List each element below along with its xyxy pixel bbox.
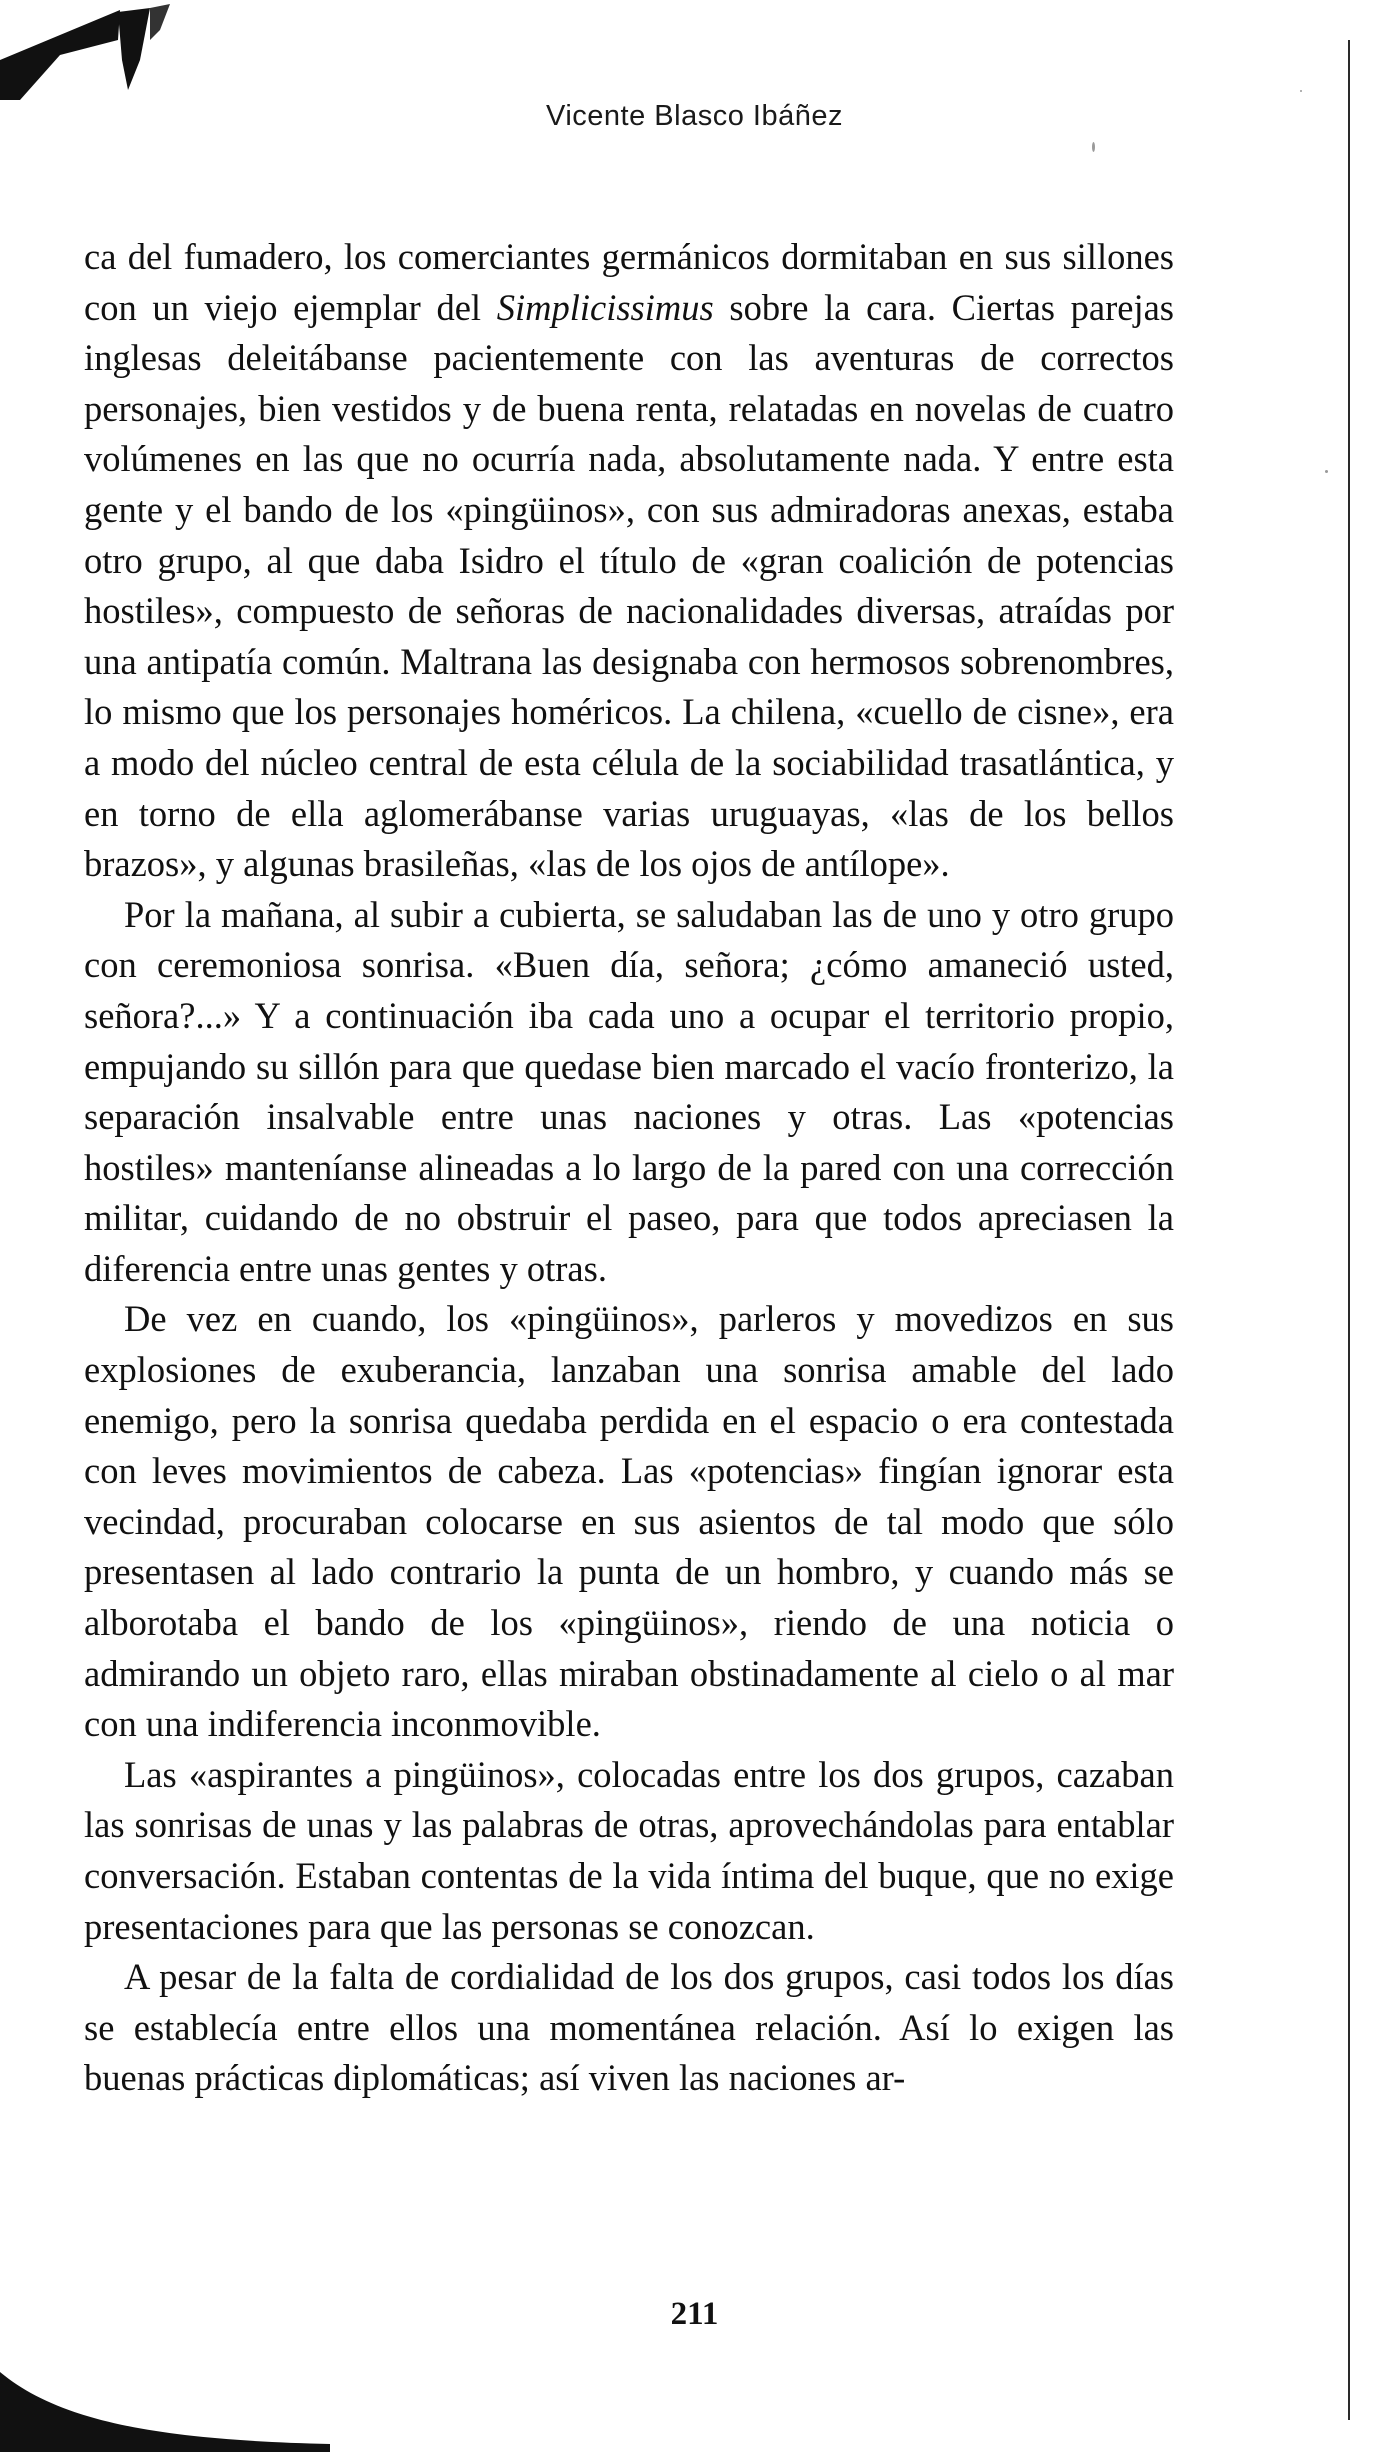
scan-speck xyxy=(1092,142,1095,152)
scan-page-edge xyxy=(1348,40,1350,2420)
paragraph xyxy=(84,1294,1174,1749)
paragraph xyxy=(84,1952,1174,2104)
text-run: Por la mañana, al subir a cubierta, se saludaban las de uno y otro grupo con ceremoniosa sonrisa. «Buen día, señora; ¿cómo amaneció usted, señora?...» Y a continuación iba cada uno a ocupar el territorio propio, empujando su sillón para que quedase bien marcado el vacío fronterizo, la separación insalvable entre unas naciones y otras. Las «potencias hostiles» manteníanse alineadas a lo largo de la pared con una corrección militar, cuidando de no obstruir el paseo, para que todos apreciasen la diferencia entre unas gentes y otras. xyxy=(84,893,1174,1289)
scan-corner-artifact xyxy=(0,0,190,110)
page-number: 211 xyxy=(670,2296,719,2332)
paragraph xyxy=(84,232,1174,890)
paragraph xyxy=(84,1750,1174,1952)
scan-speck xyxy=(1300,90,1302,92)
paragraph xyxy=(84,890,1174,1295)
text-run: sobre la cara. Ciertas parejas inglesas deleitábanse pacientemente con las aventuras de correctos personajes, bien vestidos y de buena renta, relatadas en novelas de cuatro volúmenes en las que no ocurría nada, absolutamente nada. Y entre esta gente y el bando de los «pingüinos», con sus admiradoras anexas, estaba otro grupo, al que daba Isidro el título de «gran coalición de potencias hostiles», compuesto de señoras de nacionalidades diversas, atraídas por una antipatía común. Maltrana las designaba con hermosos sobrenombres, lo mismo que los personajes homéricos. La chilena, «cuello de cisne», era a modo del núcleo central de esta célula de la sociabilidad trasatlántica, y en torno de ella aglomerábanse varias uruguayas, «las de los bellos brazos», y algunas brasileñas, «las de los ojos de antílope». xyxy=(84,286,1174,885)
text-run: A pesar de la falta de cordialidad de los dos grupos, casi todos los días se establecía entre ellos una momentánea relación. Así lo exigen las buenas prácticas diplomáticas; así viven las naciones ar- xyxy=(84,1956,1174,2099)
body-text xyxy=(84,232,1174,2104)
text-run: Las «aspirantes a pingüinos», colocadas entre los dos grupos, cazaban las sonrisas de unas y las palabras de otras, aprovechándolas para entablar conversación. Estaban contentas de la vida íntima del buque, que no exige presentaciones para que las personas se conozcan. xyxy=(84,1753,1174,1947)
scan-bottom-artifact xyxy=(0,2332,1389,2452)
text-run: De vez en cuando, los «pingüinos», parleros y movedizos en sus explosiones de exuberancia, lanzaban una sonrisa amable del lado enemigo, pero la sonrisa quedaba perdida en el espacio o era contestada con leves movimientos de cabeza. Las «potencias» fingían ignorar esta vecindad, procuraban colocarse en sus asientos de tal modo que sólo presentasen al lado contrario la punta de un hombro, y cuando más se alborotaba el bando de los «pingüinos», riendo de una noticia o admirando un objeto raro, ellas miraban obstinadamente al cielo o al mar con una indiferencia inconmovible. xyxy=(84,1298,1174,1745)
italic-title: Simplicissimus xyxy=(496,286,714,328)
running-head: Vicente Blasco Ibáñez xyxy=(546,100,843,132)
text-run: ca del fumadero, los comerciantes germánicos dormitaban en sus sillones con un viejo ejemplar del xyxy=(84,236,1174,328)
scan-speck xyxy=(1325,470,1328,473)
